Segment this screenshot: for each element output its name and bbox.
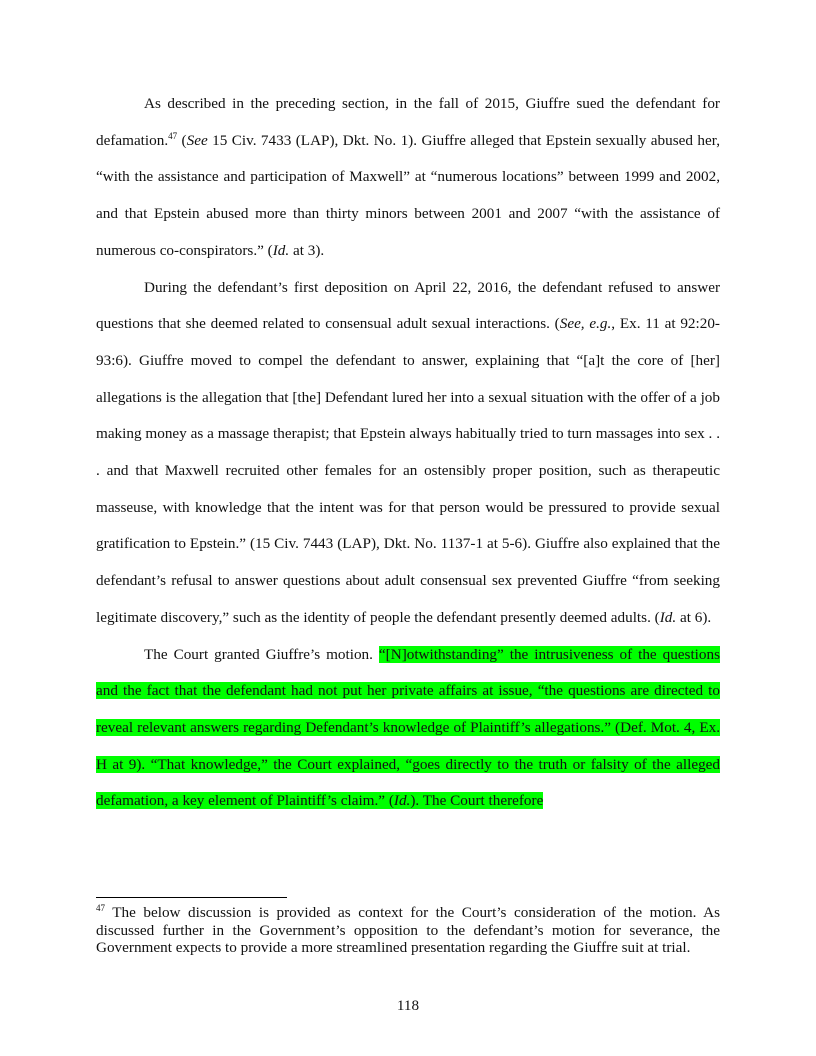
footnote-marker: 47 bbox=[96, 902, 105, 913]
italic-citation: Id. bbox=[659, 608, 677, 626]
text-run: During the defendant’s first deposition on April 22, 2016, the defendant refused to answer questions that she deemed related to consensual adult sexual interactions. ( bbox=[96, 278, 720, 333]
footnote-marker: 47 bbox=[168, 130, 178, 141]
text-run: ). The Court therefore bbox=[410, 792, 544, 810]
text-run: ( bbox=[177, 131, 187, 149]
footnote-separator bbox=[96, 897, 287, 898]
italic-citation: Id. bbox=[272, 241, 290, 259]
text-run: , Ex. 11 at 92:20-93:6). Giuffre moved to compel the defendant to answer, explaining that “[a]t the core of [her] allegations is the allegation that [the] Defendant lured her into a sexual situation with the offer of a job making money as a massage therapist; that Epstein always habitually tried to turn massages into sex . . . and that Maxwell recruited other females for an ostensibly proper position, such as therapeutic masseuse, with knowledge that the intent was for that person would be pressured to provide sexual gratification to Epstein.” (15 Civ. 7443 (LAP), Dkt. No. 1137-1 at 5-6). Giuffre also explained that the defendant’s refusal to answer questions about adult consensual sex prevented Giuffre “from seeking legitimate discovery,” such as the identity of people the defendant presently deemed adults. ( bbox=[96, 315, 720, 626]
text-run: “[N]otwithstanding” the intrusiveness of the questions and the fact that the defendant had not put her private affairs at issue, “the questions are directed to reveal relevant answers regarding Defendant’s knowledge of Plaintiff’s allegations.” (Def. Mot. 4, Ex. H at 9). “That knowledge,” the Court explained, “goes directly to the truth or falsity of the alleged defamation, a key element of Plaintiff’s claim.” ( bbox=[96, 645, 720, 810]
text-run: As described in the preceding section, in the fall of 2015, Giuffre sued the defendant for defamation. bbox=[96, 95, 720, 149]
text-run: The below discussion is provided as context for the Court’s consideration of the motion. As discussed further in the Government’s opposition to the defendant’s motion for severance, the Government expects to provide a more streamlined presentation regarding the Giuffre suit at trial. bbox=[96, 904, 720, 957]
italic-citation: See bbox=[186, 131, 208, 149]
paragraph-2 bbox=[96, 270, 720, 637]
footnote-47 bbox=[96, 904, 720, 957]
italic-citation: Id. bbox=[393, 792, 411, 810]
paragraph-1 bbox=[96, 86, 720, 270]
document-body bbox=[96, 86, 720, 820]
page-number: 118 bbox=[396, 997, 420, 1014]
text-run: The Court granted Giuffre’s motion. bbox=[144, 645, 379, 663]
text-run: at 6). bbox=[676, 608, 712, 626]
text-run: 15 Civ. 7433 (LAP), Dkt. No. 1). Giuffre alleged that Epstein sexually abused her, “with the assistance and participation of Maxwell” at “numerous locations” between 1999 and 2002, and that Epstein abused more than thirty minors between 2001 and 2007 “with the assistance of numerous co-conspirators.” ( bbox=[96, 131, 720, 259]
text-run: at 3). bbox=[289, 241, 325, 259]
italic-citation: See, e.g. bbox=[559, 315, 612, 333]
paragraph-3 bbox=[96, 637, 720, 821]
